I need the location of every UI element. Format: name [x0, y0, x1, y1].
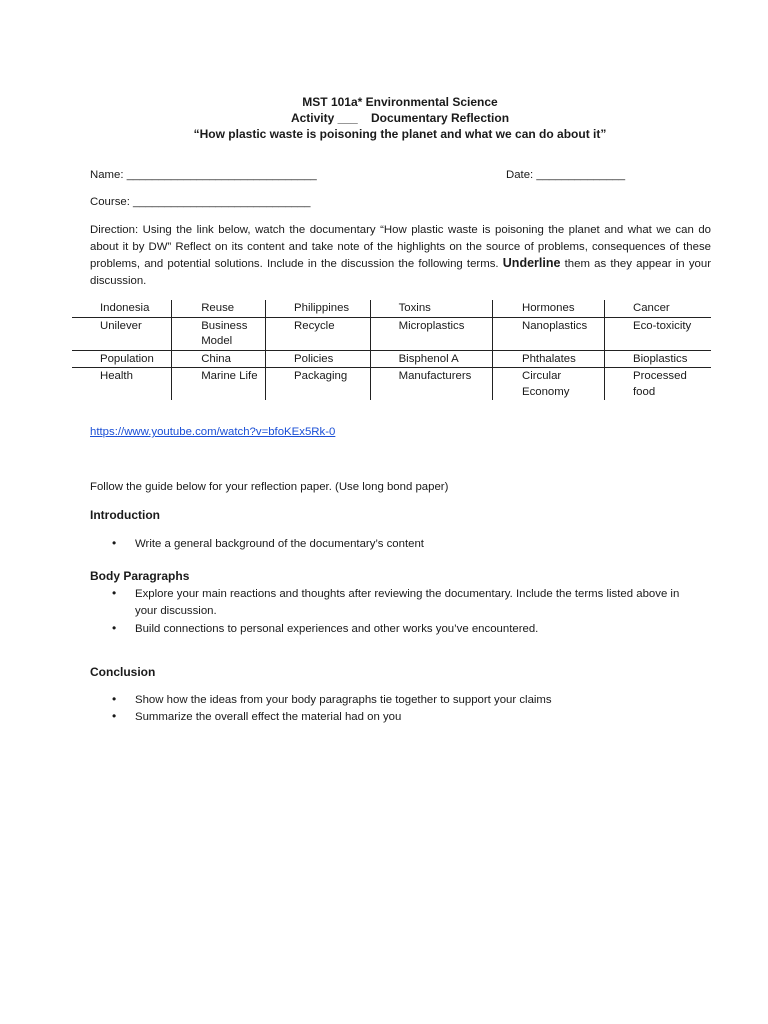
conclusion-heading: Conclusion — [90, 665, 156, 679]
term-cell: Indonesia — [72, 300, 172, 317]
youtube-link-container — [90, 426, 335, 438]
date-field[interactable]: Date: ______________ — [506, 169, 626, 181]
name-field[interactable]: Name: ______________________________ — [90, 169, 317, 181]
term-cell: Manufacturers — [370, 368, 492, 401]
term-cell: Hormones — [492, 300, 604, 317]
bullet-icon: • — [112, 709, 117, 723]
term-cell: Health — [100, 370, 133, 382]
guide-instruction: Follow the guide below for your reflection paper. (Use long bond paper) — [90, 481, 449, 493]
term-cell: Reuse — [172, 300, 266, 317]
list-item: Write a general background of the documentary’s content — [135, 538, 424, 550]
term-cell: Processed food — [604, 368, 711, 401]
term-cell: Microplastics — [370, 317, 492, 350]
body-paragraphs-heading: Body Paragraphs — [90, 569, 190, 583]
term-cell: Bisphenol A — [370, 350, 492, 368]
term-cell: Toxins — [370, 300, 492, 317]
document-header — [0, 94, 768, 142]
bullet-icon: • — [112, 586, 117, 600]
term-cell: Cancer — [604, 300, 711, 317]
term-cell: Philippines — [266, 300, 371, 317]
term-cell: Nanoplastics — [492, 317, 604, 350]
table-row — [72, 300, 711, 317]
term-cell: Population — [72, 350, 172, 368]
terms-table — [72, 300, 711, 400]
term-cell: China — [172, 350, 266, 368]
term-cell: Policies — [266, 350, 371, 368]
term-cell: Bioplastics — [604, 350, 711, 368]
list-item: Explore your main reactions and thoughts after reviewing the documentary. Include the terms listed above in your discussion. — [135, 588, 680, 617]
term-cell: Marine Life — [172, 368, 266, 401]
table-row — [72, 317, 711, 350]
course-field[interactable]: Course: ____________________________ — [90, 196, 311, 208]
bullet-icon: • — [112, 621, 117, 635]
term-cell: Unilever — [72, 317, 172, 350]
introduction-heading: Introduction — [90, 508, 160, 522]
term-cell: Circular Economy — [492, 368, 604, 401]
activity-title: Activity ___ Documentary Reflection — [290, 111, 510, 125]
table-row — [72, 368, 711, 401]
underline-emphasis: Underline — [502, 256, 561, 270]
table-row — [72, 350, 711, 368]
documentary-title: “How plastic waste is poisoning the planet and what we can do about it” — [193, 127, 607, 141]
list-item: Build connections to personal experiences and other works you’ve encountered. — [135, 623, 539, 635]
direction-paragraph — [90, 222, 711, 289]
direction-text: Direction: Using the link below, watch the documentary “How plastic waste is poisoning the planet and what we can do about it by DW” Reflect on its content and take note of the highlights on the source of problems, consequences of these problems, and potential solutions. Include in the discussion the following terms. — [90, 224, 711, 270]
term-cell: Recycle — [266, 317, 371, 350]
term-cell: Eco-toxicity — [604, 317, 711, 350]
youtube-link[interactable]: https://www.youtube.com/watch?v=bfoKEx5Rk-0 — [90, 426, 336, 438]
list-item: Summarize the overall effect the material had on you — [135, 711, 402, 723]
course-title: MST 101a* Environmental Science — [302, 95, 498, 109]
bullet-icon: • — [112, 692, 117, 706]
term-cell: Business Model — [172, 317, 266, 350]
term-cell: Packaging — [266, 368, 371, 401]
bullet-icon: • — [112, 536, 117, 550]
term-cell: Phthalates — [492, 350, 604, 368]
list-item: Show how the ideas from your body paragraphs tie together to support your claims — [135, 694, 552, 706]
direction-text-end: them as they appear in your discussion. — [90, 258, 711, 287]
